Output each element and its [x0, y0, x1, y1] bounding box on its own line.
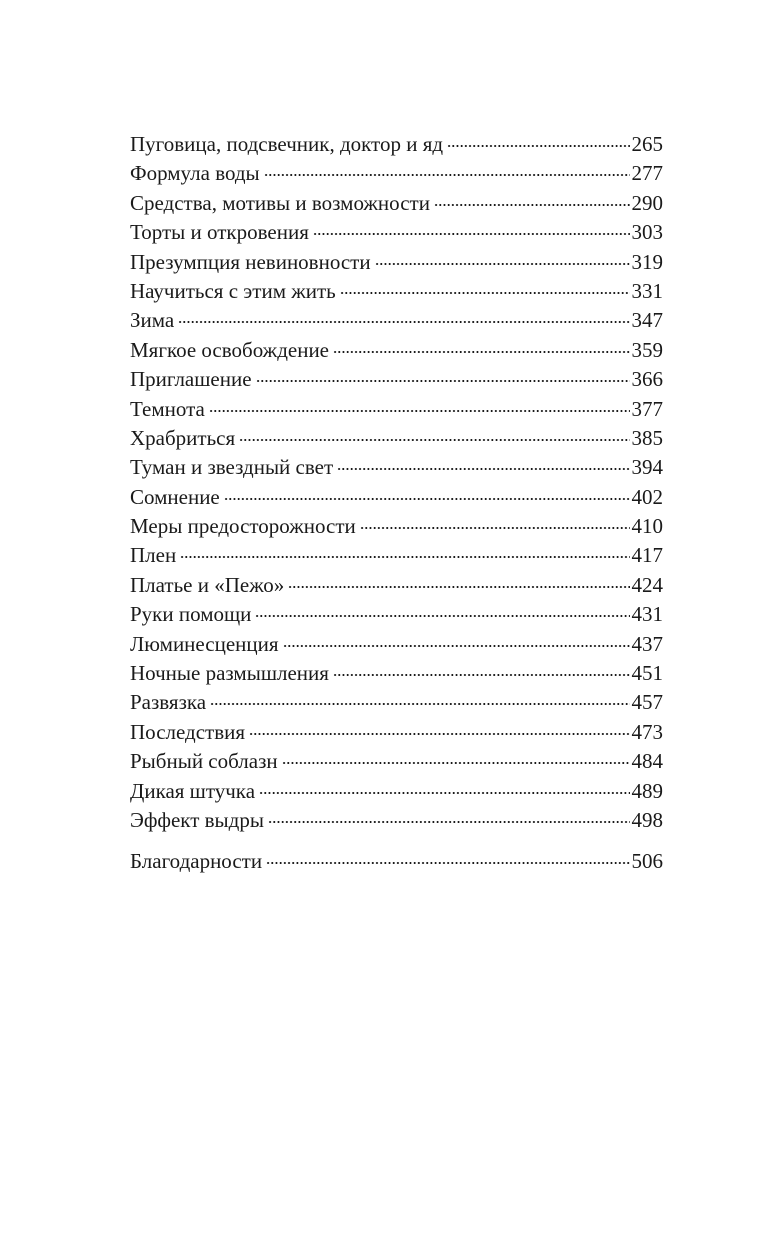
- toc-entry-title: Дикая штучка: [130, 778, 256, 803]
- toc-entry-page: 385: [631, 425, 663, 450]
- dot-leader: [224, 498, 630, 500]
- dot-leader: [255, 615, 629, 617]
- toc-entry-title: Меры предосторожности: [130, 514, 356, 539]
- toc-entry-page: 366: [631, 367, 663, 392]
- toc-entry-page: 498: [631, 807, 663, 832]
- toc-entry-page: 457: [631, 690, 663, 715]
- toc-entry-title: Торты и откровения: [130, 220, 309, 245]
- dot-leader: [283, 645, 630, 647]
- dot-leader: [288, 586, 629, 588]
- toc-entry-title: Приглашение: [130, 367, 252, 392]
- toc-entry-page: 506: [631, 849, 663, 874]
- toc-entry: [130, 630, 663, 659]
- dot-leader: [313, 233, 630, 235]
- toc-entry-title: Платье и «Пежо»: [130, 572, 285, 597]
- toc-entry: [130, 571, 663, 600]
- toc-entry-page: 424: [631, 572, 663, 597]
- toc-entry-page: 394: [631, 455, 663, 480]
- toc-entry-title: Люминесценция: [130, 631, 279, 656]
- toc-entry: [130, 424, 663, 453]
- toc-entry-page: 410: [631, 514, 663, 539]
- toc-entry-page: 265: [631, 132, 663, 156]
- toc-entry-title: Руки помощи: [130, 602, 252, 627]
- toc-entry-page: 290: [631, 190, 663, 215]
- toc-entry-title: Эффект выдры: [130, 807, 264, 832]
- toc-entry: [130, 483, 663, 512]
- toc-entry-page: 431: [631, 602, 663, 627]
- toc-entry-page: 402: [631, 484, 663, 509]
- toc-entry: [130, 365, 663, 394]
- toc-entry-acknowledgements: [130, 847, 663, 876]
- toc-entry-title: Пуговица, подсвечник, доктор и яд: [130, 132, 444, 156]
- toc-entry-title: Зима: [130, 308, 175, 333]
- toc-entry-title: Темнота: [130, 396, 205, 421]
- toc-entry: [130, 189, 663, 218]
- toc-entry: [130, 306, 663, 335]
- toc-entry-page: 359: [631, 337, 663, 362]
- dot-leader: [209, 410, 630, 412]
- dot-leader: [256, 380, 630, 382]
- toc-entry: [130, 541, 663, 570]
- toc-entry: [130, 777, 663, 806]
- toc-entry: [130, 130, 663, 159]
- toc-entry-title: Сомнение: [130, 484, 220, 509]
- dot-leader: [264, 174, 630, 176]
- dot-leader: [333, 351, 630, 353]
- dot-leader: [340, 292, 630, 294]
- toc-entry-page: 319: [631, 249, 663, 274]
- dot-leader: [239, 439, 629, 441]
- toc-entry-title: Формула воды: [130, 161, 260, 186]
- toc-entry-title: Мягкое освобождение: [130, 337, 329, 362]
- dot-leader: [180, 556, 629, 558]
- dot-leader: [337, 468, 629, 470]
- dot-leader: [434, 204, 630, 206]
- toc-entry: [130, 277, 663, 306]
- toc-entry-title: Ночные размышления: [130, 661, 329, 686]
- toc-entry-page: 331: [631, 278, 663, 303]
- toc-entry-title: Плен: [130, 543, 177, 568]
- dot-leader: [249, 733, 629, 735]
- toc-entry: [130, 688, 663, 717]
- dot-leader: [210, 703, 629, 705]
- toc-entry-title: Презумпция невиновности: [130, 249, 371, 274]
- toc-entry-title: Средства, мотивы и возможности: [130, 190, 430, 215]
- table-of-contents: [130, 130, 663, 877]
- toc-entry-page: 377: [631, 396, 663, 421]
- dot-leader: [282, 762, 630, 764]
- toc-entry: [130, 336, 663, 365]
- toc-entry-title: Храбриться: [130, 425, 236, 450]
- toc-entry-page: 489: [631, 778, 663, 803]
- toc-entry-title: Научиться с этим жить: [130, 278, 336, 303]
- toc-entry: [130, 395, 663, 424]
- dot-leader: [333, 674, 630, 676]
- toc-entry: [130, 248, 663, 277]
- toc-entry-page: 277: [631, 161, 663, 186]
- toc-entry: [130, 218, 663, 247]
- toc-entry: [130, 453, 663, 482]
- dot-leader: [178, 321, 629, 323]
- dot-leader: [375, 263, 630, 265]
- toc-entry-title: Туман и звездный свет: [130, 455, 334, 480]
- dot-leader: [447, 145, 629, 147]
- dot-leader: [268, 821, 630, 823]
- toc-entry-page: 451: [631, 661, 663, 686]
- toc-entry-page: 437: [631, 631, 663, 656]
- toc-entry: [130, 159, 663, 188]
- toc-entry-page: 303: [631, 220, 663, 245]
- toc-entry-title: Рыбный соблазн: [130, 749, 278, 774]
- toc-entry-title: Развязка: [130, 690, 207, 715]
- toc-entry-title: Благодарности: [130, 849, 263, 874]
- toc-entry: [130, 718, 663, 747]
- toc-entry: [130, 659, 663, 688]
- toc-entry-page: 484: [631, 749, 663, 774]
- toc-entry-page: 347: [631, 308, 663, 333]
- toc-entry: [130, 747, 663, 776]
- dot-leader: [360, 527, 630, 529]
- toc-entry-page: 417: [631, 543, 663, 568]
- toc-entry-page: 473: [631, 719, 663, 744]
- toc-entry: [130, 512, 663, 541]
- toc-entry: [130, 600, 663, 629]
- dot-leader: [259, 792, 629, 794]
- toc-entry-title: Последствия: [130, 719, 246, 744]
- toc-entry: [130, 806, 663, 835]
- dot-leader: [266, 862, 629, 864]
